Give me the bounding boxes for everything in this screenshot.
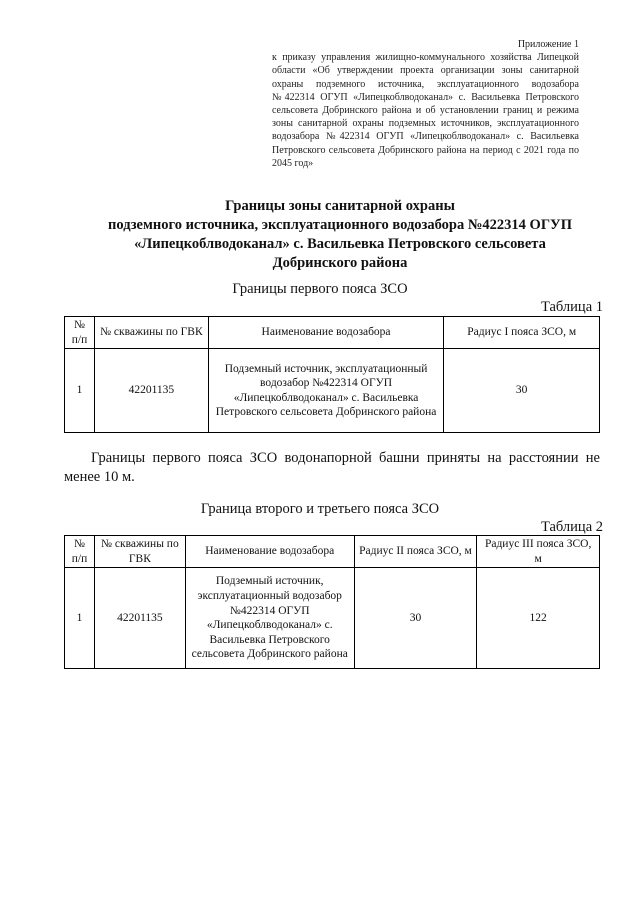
- cell-name: Подземный источник, эксплуатационный водозабор №422314 ОГУП «Липецкоблводоканал» с. Васильевка Петровского сельсовета Добринского района: [185, 568, 354, 669]
- section1-heading: Границы первого пояса ЗСО: [232, 281, 408, 297]
- table-first-belt: [64, 316, 600, 433]
- annex-reference: [272, 38, 579, 170]
- annex-heading: Приложение 1: [517, 39, 579, 50]
- title-line: Границы зоны санитарной охраны: [225, 198, 455, 214]
- col-header-name: Наименование водозабора: [185, 536, 354, 568]
- cell-number: 1: [65, 349, 95, 433]
- table-row: [65, 568, 600, 669]
- cell-well: 42201135: [94, 349, 208, 433]
- note-paragraph: Границы первого пояса ЗСО водонапорной башни приняты на расстоянии не менее 10 м.: [64, 450, 600, 485]
- col-header-radius2: Радиус II пояса ЗСО, м: [354, 536, 477, 568]
- title-line: подземного источника, эксплуатационного водозабора №422314 ОГУП: [108, 217, 572, 233]
- col-header-number: № п/п: [65, 536, 95, 568]
- annex-body: к приказу управления жилищно-коммунального хозяйства Липецкой области «Об утверждении проекта организации зоны санитарной охраны подземного источника, эксплуатационного водозабора №422314 ОГУП «Липецкоблводоканал» с. Васильевка Петровского сельсовета Добринского района и об установлении границ и режима зоны санитарной охраны подземных источников, эксплуатационного водозабора №422314 ОГУП «Липецкоблводоканал» с. Васильевка Петровского сельсовета Добринского района на период с 2021 года по 2045 год»: [272, 52, 579, 169]
- col-header-name: Наименование водозабора: [208, 317, 444, 349]
- cell-radius2: 30: [354, 568, 477, 669]
- document-title: [80, 197, 600, 273]
- col-header-number: № п/п: [65, 317, 95, 349]
- table-header-row: [65, 536, 600, 568]
- col-header-well: № скважины по ГВК: [94, 317, 208, 349]
- table2-caption: Таблица 2: [540, 519, 603, 535]
- cell-radius1: 30: [444, 349, 600, 433]
- table-second-third-belt: [64, 535, 600, 669]
- title-line: Добринского района: [272, 255, 408, 271]
- col-header-well: № скважины по ГВК: [94, 536, 185, 568]
- title-line: «Липецкоблводоканал» с. Васильевка Петровского сельсовета: [134, 236, 546, 252]
- col-header-radius3: Радиус III пояса ЗСО, м: [477, 536, 600, 568]
- table1-caption: Таблица 1: [540, 299, 603, 315]
- cell-name: Подземный источник, эксплуатационный водозабор №422314 ОГУП «Липецкоблводоканал» с. Васильевка Петровского сельсовета Добринского района: [208, 349, 444, 433]
- section2-heading: Граница второго и третьего пояса ЗСО: [200, 501, 440, 517]
- cell-well: 42201135: [94, 568, 185, 669]
- table-header-row: [65, 317, 600, 349]
- cell-number: 1: [65, 568, 95, 669]
- table-row: [65, 349, 600, 433]
- cell-radius3: 122: [477, 568, 600, 669]
- col-header-radius1: Радиус I пояса ЗСО, м: [444, 317, 600, 349]
